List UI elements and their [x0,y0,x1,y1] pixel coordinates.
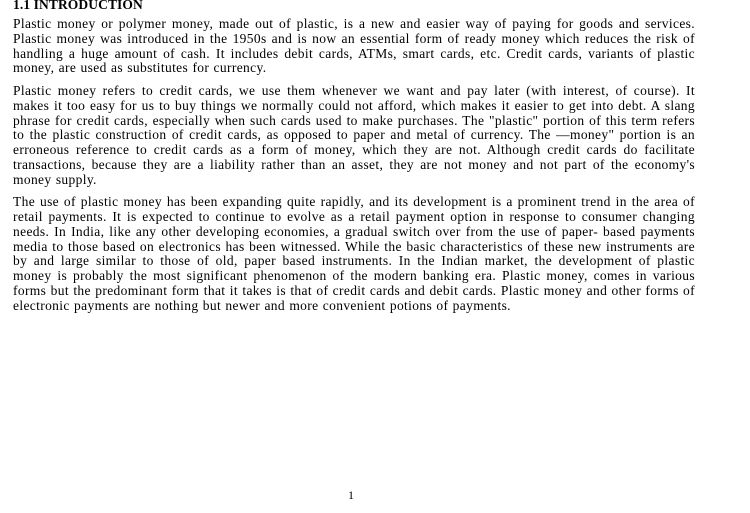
paragraph-2: Plastic money refers to credit cards, we use them whenever we want and pay later (with interest, of course). It makes it too easy for us to buy things we normally could not afford, which makes it easier to get into debt. A slang phrase for credit cards, especially when such cards used to make purchases. The "plastic" portion of this term refers to the plastic construction of credit cards, as opposed to paper and metal of currency. The ―money" portion is an erroneous reference to credit cards as a form of money, which they are not. Although credit cards do facilitate transactions, because they are a liability rather than an asset, they are not money and not part of the economy's money supply. [13,83,695,187]
paragraph-3: The use of plastic money has been expanding quite rapidly, and its development is a prominent trend in the area of retail payments. It is expected to continue to evolve as a retail payment option in response to consumer changing needs. In India, like any other developing economies, a gradual switch over from the use of paper- based payments media to those based on electronics has been witnessed. While the basic characteristics of these new instruments are by and large similar to those of old, paper based instruments. In the Indian market, the development of plastic money is probably the most significant phenomenon of the modern banking era. Plastic money, comes in various forms but the predominant form that it takes is that of credit cards and debit cards. Plastic money and other forms of electronic payments are nothing but newer and more convenient potions of payments. [13,194,695,313]
document-page [13,0,695,321]
section-heading: 1.1 INTRODUCTION [13,0,143,12]
page-number: 1 [348,488,354,502]
paragraph-1: Plastic money or polymer money, made out of plastic, is a new and easier way of paying for goods and services. Plastic money was introduced in the 1950s and is now an essential form of ready money which reduces the risk of handling a huge amount of cash. It includes debit cards, ATMs, smart cards, etc. Credit cards, variants of plastic money, are used as substitutes for currency. [13,16,695,76]
